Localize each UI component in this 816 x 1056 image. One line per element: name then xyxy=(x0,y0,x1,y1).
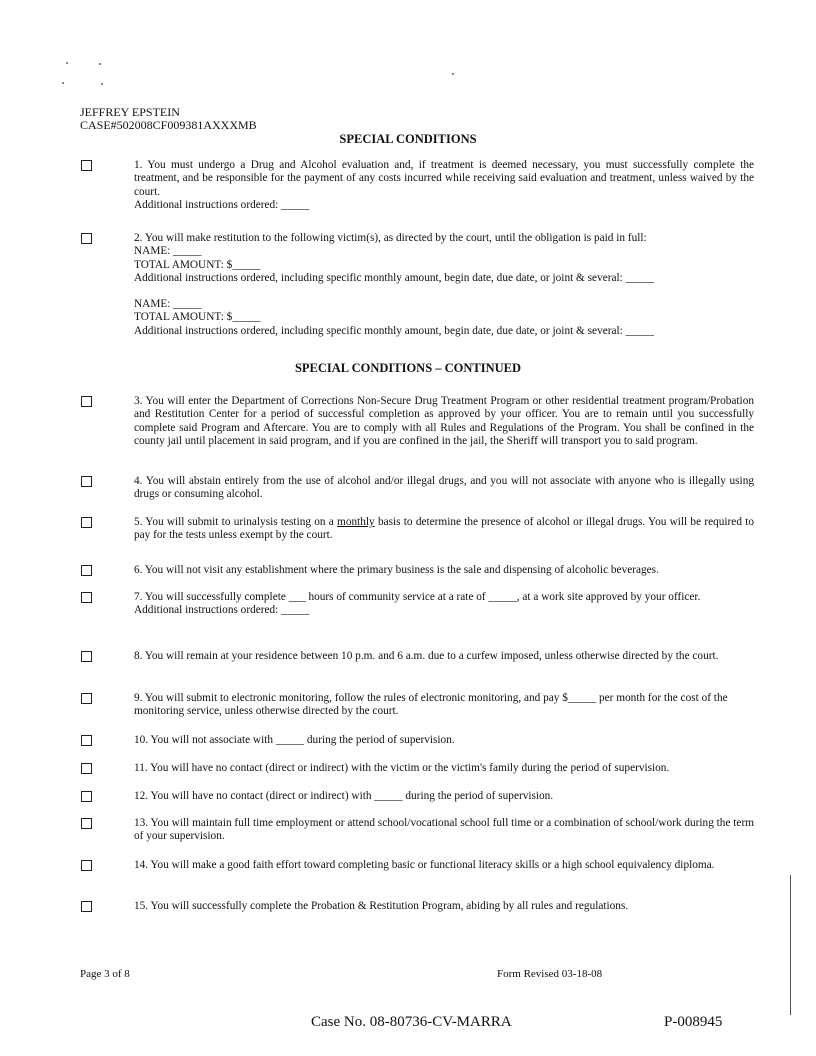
scan-speck xyxy=(99,63,101,65)
condition-1-checkbox[interactable] xyxy=(81,160,92,171)
condition-7-checkbox[interactable] xyxy=(81,592,92,603)
condition-7-additional: Additional instructions ordered: _____ xyxy=(134,604,310,617)
scan-edge-line xyxy=(790,875,791,1015)
total-amount-1: TOTAL AMOUNT: $_____ xyxy=(134,258,261,271)
condition-2 xyxy=(134,232,754,338)
condition-1-additional: Additional instructions ordered: _____ xyxy=(134,198,310,211)
condition-11-text: 11. You will have no contact (direct or indirect) with the victim or the victim's family during the period of supervision. xyxy=(134,762,670,774)
restitution-instructions-2: Additional instructions ordered, including specific monthly amount, begin date, due date, or joint & several: _____ xyxy=(134,324,654,337)
page-number: Page 3 of 8 xyxy=(80,968,130,980)
defendant-name: JEFFREY EPSTEIN xyxy=(80,105,180,119)
condition-6-checkbox[interactable] xyxy=(81,565,92,576)
form-revised-date: Form Revised 03-18-08 xyxy=(497,968,603,980)
case-number-stamp: Case No. 08-80736-CV-MARRA xyxy=(311,1014,512,1030)
condition-13-text: 13. You will maintain full time employment or attend school/vocational school full time or a combination of school/work during the term of your supervision. xyxy=(134,817,754,843)
total-amount-2: TOTAL AMOUNT: $_____ xyxy=(134,311,261,324)
scan-speck xyxy=(66,62,68,64)
condition-9-text: 9. You will submit to electronic monitoring, follow the rules of electronic monitoring, and pay $_____ per month for the cost of the monitoring service, unless otherwise directed by the court. xyxy=(134,692,728,718)
condition-5-checkbox[interactable] xyxy=(81,517,92,528)
condition-13-checkbox[interactable] xyxy=(81,818,92,829)
condition-5 xyxy=(134,516,754,543)
document-header xyxy=(80,106,257,132)
condition-3-checkbox[interactable] xyxy=(81,396,92,407)
restitution-instructions-1: Additional instructions ordered, including specific monthly amount, begin date, due date, or joint & several: _____ xyxy=(134,271,654,284)
testing-frequency: monthly xyxy=(337,516,375,528)
condition-8-checkbox[interactable] xyxy=(81,651,92,662)
condition-1 xyxy=(134,159,754,212)
condition-5-text-start: 5. You will submit to urinalysis testing on a xyxy=(134,516,338,528)
condition-10-checkbox[interactable] xyxy=(81,735,92,746)
victim-name-2: NAME: _____ xyxy=(134,298,202,311)
condition-12-checkbox[interactable] xyxy=(81,791,92,802)
scan-speck xyxy=(62,82,64,84)
condition-14-text: 14. You will make a good faith effort toward completing basic or functional literacy skills or a high school equivalency diploma. xyxy=(134,859,715,871)
bates-number: P-008945 xyxy=(664,1014,723,1030)
condition-12-text: 12. You will have no contact (direct or indirect) with _____ during the period of supervision. xyxy=(134,790,554,802)
condition-7 xyxy=(134,591,754,618)
scan-speck xyxy=(101,83,103,85)
condition-10-text: 10. You will not associate with _____ during the period of supervision. xyxy=(134,734,455,746)
section-title-continued: SPECIAL CONDITIONS – CONTINUED xyxy=(294,361,522,375)
condition-6-text: 6. You will not visit any establishment where the primary business is the sale and dispensing of alcoholic beverages. xyxy=(134,564,659,576)
condition-8-text: 8. You will remain at your residence between 10 p.m. and 6 a.m. due to a curfew imposed, unless otherwise directed by the court. xyxy=(134,650,719,662)
case-number: CASE#502008CF009381AXXXMB xyxy=(80,118,257,132)
condition-4-checkbox[interactable] xyxy=(81,476,92,487)
condition-11-checkbox[interactable] xyxy=(81,763,92,774)
condition-5-text-end: basis to determine the presence of alcohol or illegal drugs. You will be required to pay for the tests unless exempt by the court. xyxy=(134,516,754,542)
victim-name-1: NAME: _____ xyxy=(134,245,202,258)
scan-speck xyxy=(452,73,454,75)
condition-14-checkbox[interactable] xyxy=(81,860,92,871)
condition-2-text: 2. You will make restitution to the following victim(s), as directed by the court, until the obligation is paid in full: xyxy=(134,232,647,244)
condition-9-checkbox[interactable] xyxy=(81,693,92,704)
condition-15-text: 15. You will successfully complete the Probation & Restitution Program, abiding by all rules and regulations. xyxy=(134,900,629,912)
condition-2-checkbox[interactable] xyxy=(81,233,92,244)
condition-3-text: 3. You will enter the Department of Corrections Non-Secure Drug Treatment Program or other residential treatment program/Probation and Restitution Center for a period of successful completion as approved by your officer. You are to remain until you successfully complete said Program and Aftercare. You are to comply with all Rules and Regulations of the Program. You shall be confined in the county jail until placement in said program, and if you are confined in the jail, the Sheriff will transport you to said program. xyxy=(134,395,754,447)
condition-4-text: 4. You will abstain entirely from the use of alcohol and/or illegal drugs, and you will not associate with anyone who is illegally using drugs or consuming alcohol. xyxy=(134,475,754,501)
condition-1-text: 1. You must undergo a Drug and Alcohol evaluation and, if treatment is deemed necessary, you must successfully complete the treatment, and be responsible for the payment of any costs incurred while receiving said evaluation and treatment, unless waived by the court. xyxy=(134,159,754,198)
section-title: SPECIAL CONDITIONS xyxy=(339,132,477,146)
condition-15-checkbox[interactable] xyxy=(81,901,92,912)
condition-7-text: 7. You will successfully complete ___ hours of community service at a rate of _____, at a work site approved by your officer. xyxy=(134,591,701,603)
